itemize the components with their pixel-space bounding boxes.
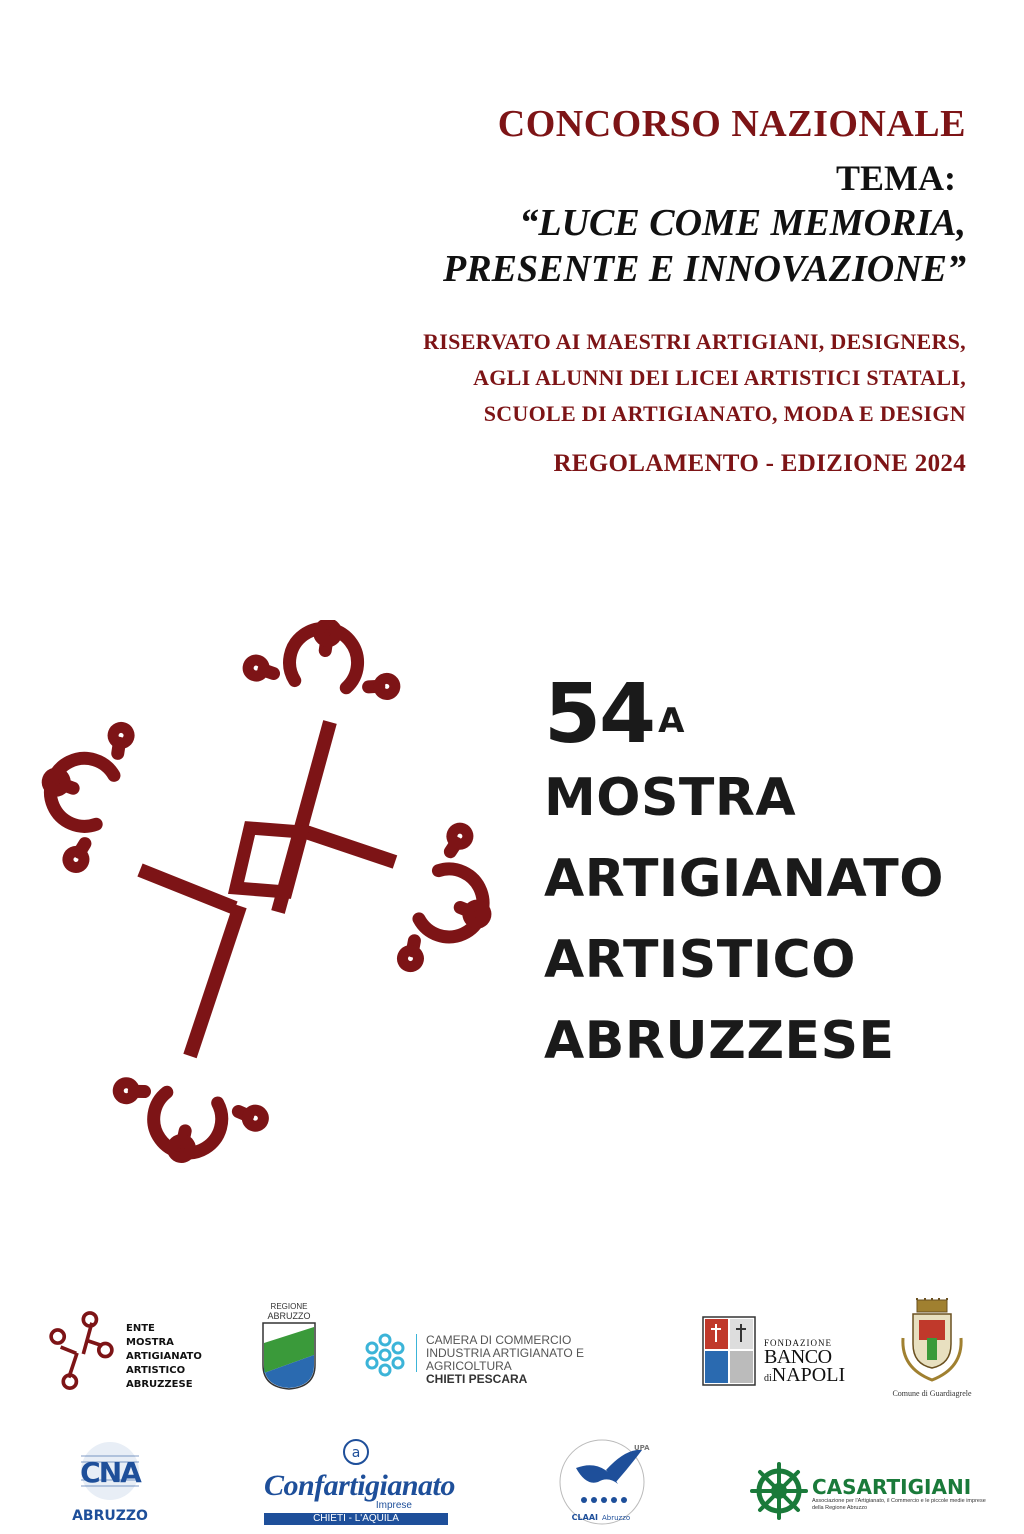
banco-line3: di <box>764 1373 772 1384</box>
cna-region: ABRUZZO <box>72 1508 148 1524</box>
banco-shield-icon <box>702 1316 756 1386</box>
casartigiani-tagline1: Associazione per l'Artigianato, il Commercio e le piccole medie imprese <box>812 1498 986 1504</box>
claai-name: CLAAI <box>571 1513 598 1522</box>
claai-region: Abruzzo <box>602 1514 631 1522</box>
event-line-artigianato: ARTIGIANATO <box>544 849 944 909</box>
camera-commercio-logo <box>362 1330 672 1386</box>
banco-napoli-logo <box>702 1316 852 1388</box>
regione-shield-icon <box>261 1321 317 1391</box>
cna-mark: CNA <box>80 1456 140 1489</box>
cna-globe-icon <box>75 1440 145 1502</box>
camera-commercio-icon <box>362 1332 408 1378</box>
guardiagrele-logo <box>890 1298 974 1398</box>
ente-mostra-logo <box>42 1306 222 1398</box>
confartigianato-sub: Imprese <box>375 1500 412 1511</box>
ente-line1: ENTE <box>126 1323 155 1334</box>
ente-line4: ARTISTICO <box>126 1365 186 1376</box>
regulation-edition: REGOLAMENTO - EDIZIONE 2024 <box>553 450 966 477</box>
event-line-abruzzese: ABRUZZESE <box>544 1011 895 1071</box>
ente-line3: ARTIGIANATO <box>126 1351 202 1362</box>
banco-line2: BANCO <box>764 1346 832 1368</box>
claai-abruzzo-logo <box>556 1438 650 1528</box>
edition-suffix: A <box>658 701 685 741</box>
confartigianato-place: CHIETI - L'AQUILA <box>264 1513 448 1525</box>
camera-line2: INDUSTRIA ARTIGIANATO E AGRICOLTURA <box>426 1346 585 1373</box>
casartigiani-name: CASARTIGIANI <box>812 1475 972 1499</box>
audience-line1: RISERVATO AI MAESTRI ARTIGIANI, DESIGNERS, <box>423 329 966 354</box>
claai-top: UPA <box>634 1444 650 1452</box>
audience-line2: AGLI ALUNNI DEI LICEI ARTISTICI STATALI, <box>473 365 966 390</box>
event-line-artistico: ARTISTICO <box>544 930 856 990</box>
casartigiani-logo <box>750 1460 990 1524</box>
edition-digits: 54 <box>544 667 655 762</box>
theme-quote-line2: PRESENTE E INNOVAZIONE” <box>443 248 966 290</box>
confartigianato-name: Confartigianato <box>264 1469 455 1502</box>
theme-label: TEMA: <box>836 158 956 198</box>
camera-line3: CHIETI PESCARA <box>426 1372 528 1386</box>
regione-line2: ABRUZZO <box>267 1311 311 1321</box>
camera-line1: CAMERA DI COMMERCIO <box>426 1333 572 1347</box>
cna-abruzzo-logo <box>68 1440 152 1526</box>
banco-line4: NAPOLI <box>771 1364 846 1386</box>
contest-title: CONCORSO NAZIONALE <box>497 103 966 145</box>
banco-line1: FONDAZIONE <box>764 1338 832 1348</box>
small-cross-icon <box>42 1306 122 1398</box>
ente-line2: MOSTRA <box>126 1337 174 1348</box>
guardiagrele-crest-icon <box>897 1298 967 1384</box>
regione-abruzzo-logo <box>258 1302 320 1396</box>
header <box>423 100 966 482</box>
edition-number <box>544 667 944 762</box>
event-title-block <box>544 667 944 1082</box>
casartigiani-tagline2: della Regione Abruzzo <box>812 1505 868 1511</box>
event-line-mostra: MOSTRA <box>544 768 797 828</box>
svg-text:a: a <box>351 1445 361 1461</box>
casartigiani-wheel-icon <box>750 1462 808 1520</box>
ente-line5: ABRUZZESE <box>126 1379 193 1390</box>
claai-eagle-icon <box>556 1438 650 1528</box>
confartigianato-logo <box>264 1438 455 1524</box>
guardiagrele-caption: Comune di Guardiagrele <box>892 1389 972 1398</box>
audience-line3: SCUOLE DI ARTIGIANATO, MODA E DESIGN <box>483 401 966 426</box>
cross-logo-icon <box>40 620 500 1180</box>
regione-line1: REGIONE <box>270 1302 308 1311</box>
theme-quote-line1: “LUCE COME MEMORIA, <box>519 202 966 244</box>
confartigianato-at-icon <box>342 1438 370 1466</box>
